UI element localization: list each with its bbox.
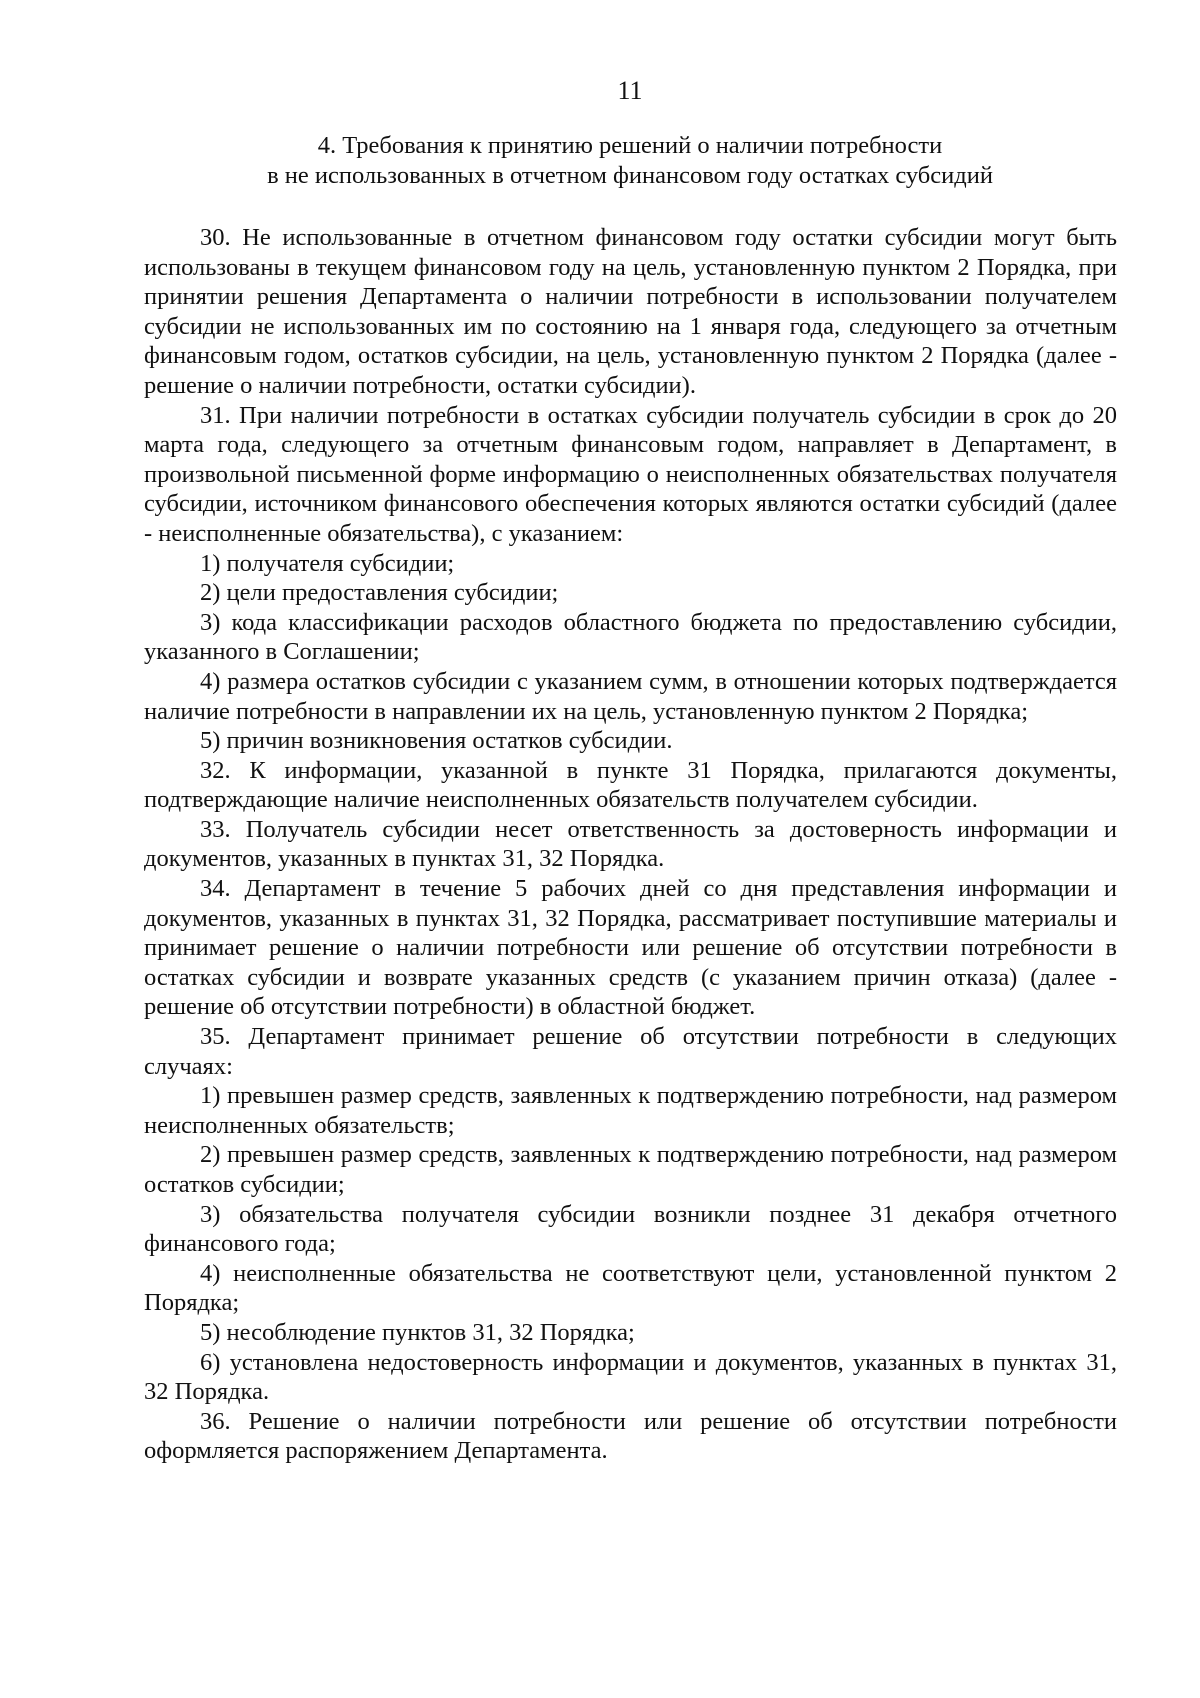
list-item-31-3: 3) кода классификации расходов областного бюджета по предоставлению субсидии, указанного в Соглашении; (144, 608, 1117, 666)
list-item-35-5: 5) несоблюдение пунктов 31, 32 Порядка; (200, 1318, 635, 1346)
paragraph-33: 33. Получатель субсидии несет ответственность за достоверность информации и документов, указанных в пунктах 31, 32 Порядка. (144, 815, 1117, 873)
page-number: 11 (617, 76, 643, 105)
list-item-35-4: 4) неисполненные обязательства не соответствуют цели, установленной пунктом 2 Порядка; (144, 1259, 1117, 1317)
list-item-35-3: 3) обязательства получателя субсидии возникли позднее 31 декабря отчетного финансового года; (144, 1200, 1117, 1258)
list-item-35-2: 2) превышен размер средств, заявленных к подтверждению потребности, над размером остатков субсидии; (144, 1141, 1117, 1198)
list-item-31-4: 4) размера остатков субсидии с указанием сумм, в отношении которых подтверждается наличие потребности в направлении их на цель, установленную пунктом 2 Порядка; (144, 667, 1117, 725)
list-item-35-6: 6) установлена недостоверность информации и документов, указанных в пунктах 31, 32 Порядка. (144, 1348, 1117, 1406)
paragraph-34: 34. Департамент в течение 5 рабочих дней со дня представления информации и документов, указанных в пунктах 31, 32 Порядка, рассматривает поступившие материалы и принимает решение о наличии потребности или решение об отсутствии потребности в остатках субсидии и возврате указанных средств (с указанием причин отказа) (далее - решение об отсутствии потребности) в областной бюджет. (144, 875, 1117, 1021)
paragraph-31: 31. При наличии потребности в остатках субсидии получатель субсидии в срок до 20 марта года, следующего за отчетным финансовым годом, направляет в Департамент, в произвольной письменной форме информацию о неисполненных обязательствах получателя субсидии, источником финансового обеспечения которых являются остатки субсидий (далее - неисполненные обязательства), с указанием: (144, 401, 1117, 547)
list-item-35-1: 1) превышен размер средств, заявленных к подтверждению потребности, над размером неисполненных обязательств; (144, 1082, 1117, 1139)
paragraph-30: 30. Не использованные в отчетном финансовом году остатки субсидии могут быть использованы в текущем финансовом году на цель, установленную пунктом 2 Порядка, при принятии решения Департамента о наличии потребности в использовании получателем субсидии не использованных им по состоянию на 1 января года, следующего за отчетным финансовым годом, остатков субсидии, на цель, установленную пунктом 2 Порядка (далее - решение о наличии потребности, остатки субсидии). (144, 224, 1117, 399)
paragraph-32: 32. К информации, указанной в пункте 31 Порядка, прилагаются документы, подтверждающие наличие неисполненных обязательств получателем субсидии. (144, 756, 1117, 814)
document-body (144, 223, 1117, 1466)
paragraph-36: 36. Решение о наличии потребности или решение об отсутствии потребности оформляется распоряжением Департамента. (144, 1407, 1117, 1465)
list-item-31-1: 1) получателя субсидии; (200, 549, 455, 577)
paragraph-35: 35. Департамент принимает решение об отсутствии потребности в следующих случаях: (144, 1023, 1117, 1080)
list-item-31-5: 5) причин возникновения остатков субсидии. (200, 727, 673, 755)
section-heading (140, 131, 1120, 191)
section-heading-line-2: в не использованных в отчетном финансовом году остатках субсидий (267, 162, 993, 189)
list-item-31-2: 2) цели предоставления субсидии; (200, 579, 559, 607)
section-heading-line-1: 4. Требования к принятию решений о наличии потребности (317, 132, 943, 159)
